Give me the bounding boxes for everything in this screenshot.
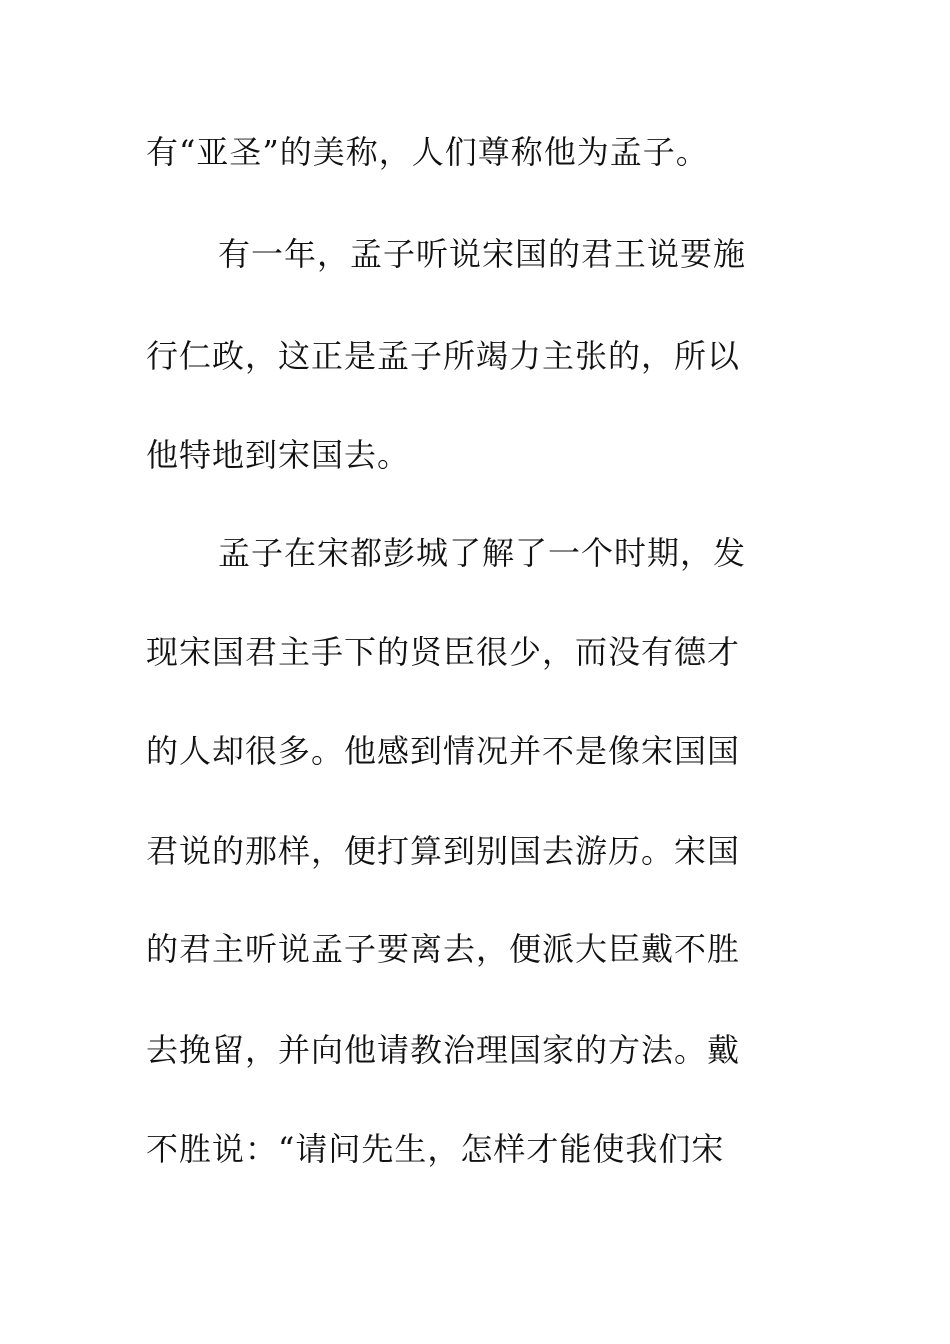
paragraph-first-line: 有一年，孟子听说宋国的君王说要施 <box>218 235 747 273</box>
text-line: 不胜说：“请问先生，怎样才能使我们宋 <box>146 1130 725 1168</box>
text-line: 他特地到宋国去。 <box>146 436 411 474</box>
text-line: 去挽留，并向他请教治理国家的方法。戴 <box>146 1031 741 1069</box>
text-line: 现宋国君主手下的贤臣很少，而没有德才 <box>146 633 741 671</box>
paragraph-first-line: 孟子在宋都彭城了解了一个时期，发 <box>218 534 747 572</box>
text-line: 的人却很多。他感到情况并不是像宋国国 <box>146 732 741 770</box>
text-line: 君说的那样，便打算到别国去游历。宋国 <box>146 832 741 870</box>
text-line: 有“亚圣”的美称，人们尊称他为孟子。 <box>146 133 709 171</box>
text-line: 的君主听说孟子要离去，便派大臣戴不胜 <box>146 930 741 968</box>
text-line: 行仁政，这正是孟子所竭力主张的，所以 <box>146 337 741 375</box>
